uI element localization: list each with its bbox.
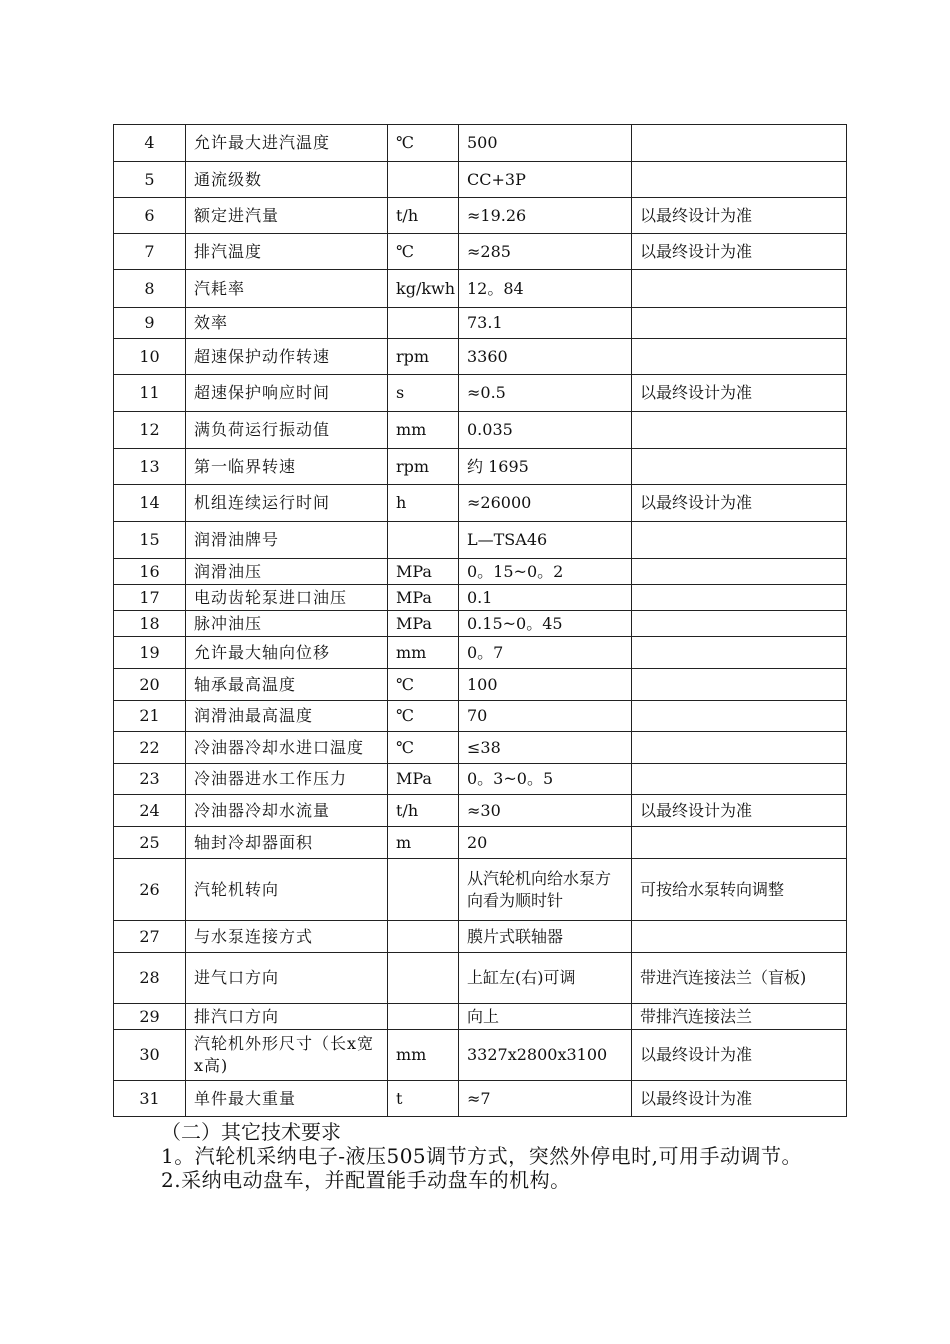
table-row [114,669,847,701]
table-row [114,485,847,522]
row-note: 以最终设计为准 [632,795,847,827]
row-note: 带排汽连接法兰 [632,1004,847,1030]
row-value: 0.15~0。45 [459,611,632,637]
table-row [114,234,847,270]
table-row [114,585,847,611]
row-note [632,308,847,339]
row-value: 0。3~0。5 [459,764,632,795]
table-row [114,375,847,412]
row-number: 13 [114,449,186,485]
table-row [114,637,847,669]
row-note [632,559,847,585]
row-name: 允许最大轴向位移 [186,637,388,669]
spec-table-body [114,125,847,1117]
row-number: 4 [114,125,186,162]
row-value: 12。84 [459,270,632,308]
row-unit [388,859,459,921]
row-note [632,125,847,162]
row-unit: mm [388,412,459,449]
row-unit: h [388,485,459,522]
row-unit: ℃ [388,732,459,764]
row-note [632,637,847,669]
row-number: 5 [114,162,186,198]
row-value: 70 [459,701,632,732]
table-row [114,953,847,1004]
row-name: 脉冲油压 [186,611,388,637]
row-name: 超速保护动作转速 [186,339,388,375]
row-value: CC+3P [459,162,632,198]
row-number: 22 [114,732,186,764]
row-name: 电动齿轮泵进口油压 [186,585,388,611]
row-name: 额定进汽量 [186,198,388,234]
row-name: 冷油器冷却水流量 [186,795,388,827]
row-name: 轴承最高温度 [186,669,388,701]
row-name: 进气口方向 [186,953,388,1004]
row-unit: ℃ [388,234,459,270]
row-note [632,827,847,859]
row-number: 28 [114,953,186,1004]
row-number: 23 [114,764,186,795]
row-unit: s [388,375,459,412]
row-number: 16 [114,559,186,585]
row-value: 3360 [459,339,632,375]
row-name: 单件最大重量 [186,1081,388,1117]
row-unit: ℃ [388,669,459,701]
row-unit: rpm [388,339,459,375]
row-value: 膜片式联轴器 [459,921,632,953]
row-value: 100 [459,669,632,701]
table-row [114,449,847,485]
row-name: 效率 [186,308,388,339]
row-value: ≈30 [459,795,632,827]
row-note [632,669,847,701]
row-number: 27 [114,921,186,953]
row-unit: MPa [388,559,459,585]
row-number: 17 [114,585,186,611]
row-name: 第一临界转速 [186,449,388,485]
row-value: 从汽轮机向给水泵方向看为顺时针 [459,859,632,921]
row-note: 以最终设计为准 [632,375,847,412]
row-note [632,921,847,953]
row-number: 30 [114,1030,186,1081]
row-note [632,585,847,611]
row-name: 排汽口方向 [186,1004,388,1030]
row-number: 25 [114,827,186,859]
table-row [114,611,847,637]
table-row [114,795,847,827]
table-row [114,522,847,559]
row-name: 排汽温度 [186,234,388,270]
row-number: 20 [114,669,186,701]
table-row [114,162,847,198]
row-note [632,339,847,375]
row-value: ≤38 [459,732,632,764]
row-unit: kg/kwh [388,270,459,308]
row-value: 约 1695 [459,449,632,485]
row-number: 29 [114,1004,186,1030]
row-value: 0。15~0。2 [459,559,632,585]
row-unit: t/h [388,795,459,827]
row-number: 9 [114,308,186,339]
row-value: 0.035 [459,412,632,449]
row-unit: m [388,827,459,859]
row-number: 24 [114,795,186,827]
row-unit: t/h [388,198,459,234]
row-name: 轴封冷却器面积 [186,827,388,859]
row-value: L—TSA46 [459,522,632,559]
row-number: 31 [114,1081,186,1117]
requirement-1: 1。汽轮机采纳电子-液压505调节方式，突然外停电时,可用手动调节。 [161,1144,803,1168]
row-name: 汽轮机外形尺寸（长x宽x高) [186,1030,388,1081]
row-value: 20 [459,827,632,859]
row-name: 汽耗率 [186,270,388,308]
row-number: 6 [114,198,186,234]
row-name: 满负荷运行振动值 [186,412,388,449]
row-note [632,611,847,637]
row-name: 与水泵连接方式 [186,921,388,953]
row-unit: MPa [388,611,459,637]
row-unit [388,162,459,198]
row-value: 向上 [459,1004,632,1030]
table-row [114,270,847,308]
other-requirements [113,1120,843,1192]
row-name: 汽轮机转向 [186,859,388,921]
row-note: 以最终设计为准 [632,1030,847,1081]
row-unit [388,921,459,953]
row-number: 15 [114,522,186,559]
row-number: 14 [114,485,186,522]
row-number: 26 [114,859,186,921]
row-value: 0。7 [459,637,632,669]
row-unit: ℃ [388,125,459,162]
table-row [114,859,847,921]
row-unit: MPa [388,585,459,611]
row-note [632,522,847,559]
section-heading: （二）其它技术要求 [161,1120,341,1144]
table-row [114,1030,847,1081]
row-value: ≈285 [459,234,632,270]
row-name: 冷油器冷却水进口温度 [186,732,388,764]
row-note: 带进汽连接法兰（盲板) [632,953,847,1004]
row-name: 润滑油最高温度 [186,701,388,732]
row-number: 18 [114,611,186,637]
row-number: 8 [114,270,186,308]
row-unit [388,1004,459,1030]
table-row [114,125,847,162]
row-note [632,449,847,485]
requirement-2: 2.采纳电动盘车，并配置能手动盘车的机构。 [161,1168,571,1192]
row-note [632,732,847,764]
table-row [114,827,847,859]
row-value: ≈26000 [459,485,632,522]
table-row [114,1081,847,1117]
row-unit: t [388,1081,459,1117]
row-note [632,764,847,795]
table-row [114,198,847,234]
row-unit: mm [388,637,459,669]
row-note [632,701,847,732]
row-note: 以最终设计为准 [632,1081,847,1117]
row-value: 上缸左(右)可调 [459,953,632,1004]
table-row [114,732,847,764]
row-name: 润滑油牌号 [186,522,388,559]
table-row [114,701,847,732]
row-unit: mm [388,1030,459,1081]
row-note [632,162,847,198]
row-name: 冷油器进水工作压力 [186,764,388,795]
table-row [114,1004,847,1030]
row-number: 21 [114,701,186,732]
row-number: 10 [114,339,186,375]
row-note [632,270,847,308]
row-number: 12 [114,412,186,449]
table-row [114,412,847,449]
row-unit [388,953,459,1004]
row-unit [388,308,459,339]
row-value: ≈0.5 [459,375,632,412]
table-row [114,921,847,953]
row-number: 11 [114,375,186,412]
row-value: ≈7 [459,1081,632,1117]
table-row [114,339,847,375]
row-name: 允许最大进汽温度 [186,125,388,162]
row-note: 以最终设计为准 [632,198,847,234]
row-value: 3327x2800x3100 [459,1030,632,1081]
row-name: 超速保护响应时间 [186,375,388,412]
row-value: ≈19.26 [459,198,632,234]
row-name: 润滑油压 [186,559,388,585]
row-note: 可按给水泵转向调整 [632,859,847,921]
table-row [114,559,847,585]
table-row [114,764,847,795]
spec-table [113,124,847,1117]
row-unit: rpm [388,449,459,485]
row-number: 7 [114,234,186,270]
row-name: 机组连续运行时间 [186,485,388,522]
row-value: 0.1 [459,585,632,611]
row-note: 以最终设计为准 [632,485,847,522]
row-note [632,412,847,449]
row-unit: ℃ [388,701,459,732]
table-row [114,308,847,339]
row-unit [388,522,459,559]
row-value: 500 [459,125,632,162]
row-note: 以最终设计为准 [632,234,847,270]
row-name: 通流级数 [186,162,388,198]
row-unit: MPa [388,764,459,795]
row-value: 73.1 [459,308,632,339]
row-number: 19 [114,637,186,669]
